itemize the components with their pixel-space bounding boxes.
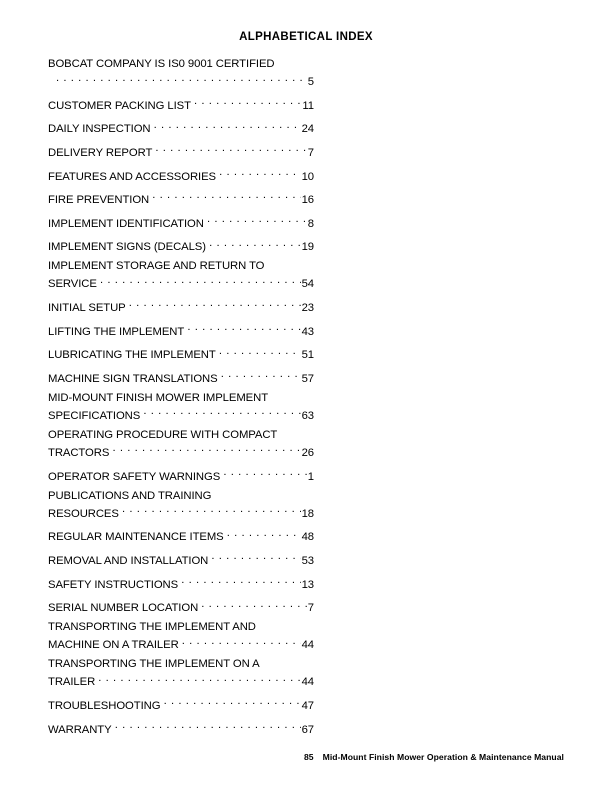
- index-entry-title: MID-MOUNT FINISH MOWER IMPLEMENT: [48, 391, 269, 404]
- dot-leader: [112, 442, 301, 456]
- index-entry-line: [48, 405, 314, 423]
- alphabetical-index-list: [48, 58, 314, 743]
- index-entry[interactable]: [48, 237, 314, 255]
- page-title: ALPHABETICAL INDEX: [239, 31, 373, 43]
- index-entry-line: [48, 119, 314, 137]
- index-entry-line: [48, 527, 314, 545]
- index-entry-title: REGULAR MAINTENANCE ITEMS: [48, 531, 224, 544]
- index-entry-title: RESOURCES: [48, 507, 119, 520]
- index-entry-line: [48, 503, 314, 521]
- index-entry-line: [48, 466, 314, 484]
- index-entry-title: PUBLICATIONS AND TRAINING: [48, 489, 212, 502]
- index-entry-page-number: 53: [301, 554, 314, 567]
- index-entry-title: LUBRICATING THE IMPLEMENT: [48, 349, 216, 362]
- index-entry-page-number: 24: [301, 123, 314, 136]
- index-entry-page-number: 5: [307, 76, 314, 89]
- index-entry-page-number: 67: [301, 723, 314, 736]
- dot-leader: [143, 405, 301, 419]
- dot-leader: [100, 274, 301, 288]
- dot-leader: [207, 213, 307, 227]
- index-entry-line-wrapped: [48, 429, 314, 443]
- index-entry[interactable]: [48, 368, 314, 386]
- index-entry-line: [48, 237, 314, 255]
- index-entry-page-number: 48: [301, 531, 314, 544]
- index-entry-title: FEATURES AND ACCESSORIES: [48, 170, 216, 183]
- index-entry-title: TRACTORS: [48, 447, 110, 460]
- index-entry-page-number: 47: [301, 700, 314, 713]
- index-entry-page-number: 8: [307, 217, 314, 230]
- index-entry-line: [48, 574, 314, 592]
- index-entry-line: [48, 368, 314, 386]
- index-entry-page-number: 63: [301, 409, 314, 422]
- dot-leader: [211, 550, 301, 564]
- index-entry[interactable]: [48, 527, 314, 545]
- index-entry-line-wrapped: [48, 490, 314, 504]
- index-entry-page-number: 57: [301, 372, 314, 385]
- index-entry[interactable]: [48, 189, 314, 207]
- index-entry[interactable]: [48, 392, 314, 424]
- index-entry-title: SERIAL NUMBER LOCATION: [48, 602, 199, 615]
- index-entry[interactable]: [48, 719, 314, 737]
- index-entry-line: [48, 213, 314, 231]
- index-entry[interactable]: [48, 260, 314, 292]
- index-entry-page-number: 11: [302, 99, 314, 112]
- index-entry-line: [48, 598, 314, 616]
- dot-leader: [182, 635, 301, 649]
- index-entry-line-wrapped: [48, 658, 314, 672]
- footer-manual-title: Mid-Mount Finish Mower Operation & Maintenance Manual: [322, 752, 564, 762]
- index-entry-page-number: 16: [301, 194, 314, 207]
- index-entry[interactable]: [48, 58, 314, 90]
- index-entry-page-number: 13: [301, 578, 314, 591]
- index-entry-title: SAFETY INSTRUCTIONS: [48, 578, 179, 591]
- index-entry-line: [48, 297, 314, 315]
- dot-leader: [219, 166, 301, 180]
- index-entry-line: [48, 95, 314, 113]
- index-entry-page-number: 26: [301, 447, 314, 460]
- index-entry-title: TROUBLESHOOTING: [48, 700, 161, 713]
- dot-leader: [223, 466, 307, 480]
- index-entry[interactable]: [48, 621, 314, 653]
- index-entry-line: [48, 442, 314, 460]
- index-entry-title: WARRANTY: [48, 723, 112, 736]
- index-entry-page-number: 44: [301, 639, 314, 652]
- index-entry-page-number: 10: [301, 170, 314, 183]
- dot-leader: [219, 345, 301, 359]
- index-entry-page-number: 23: [301, 301, 314, 314]
- dot-leader: [56, 72, 307, 86]
- dot-leader: [155, 142, 307, 156]
- dot-leader: [209, 237, 301, 251]
- index-entry-line-wrapped: [48, 621, 314, 635]
- index-entry-line: [48, 635, 314, 653]
- index-entry-title: SERVICE: [48, 278, 97, 291]
- index-entry-page-number: 1: [307, 470, 314, 483]
- index-entry-title: INITIAL SETUP: [48, 301, 126, 314]
- index-entry-line-wrapped: [48, 392, 314, 406]
- index-entry-title: MACHINE SIGN TRANSLATIONS: [48, 372, 218, 385]
- index-entry-line: [48, 719, 314, 737]
- page-footer: [0, 752, 612, 762]
- index-entry-line: [48, 550, 314, 568]
- index-entry-title: SPECIFICATIONS: [48, 409, 141, 422]
- dot-leader: [152, 189, 301, 203]
- index-entry[interactable]: [48, 297, 314, 315]
- index-entry-page-number: 43: [301, 325, 314, 338]
- index-entry-title: IMPLEMENT STORAGE AND RETURN TO: [48, 260, 265, 273]
- index-entry-page-number: 54: [301, 278, 314, 291]
- index-entry[interactable]: [48, 598, 314, 616]
- index-entry[interactable]: [48, 95, 314, 113]
- index-entry-page-number: 44: [301, 676, 314, 689]
- index-entry-line: [48, 321, 314, 339]
- index-entry[interactable]: [48, 466, 314, 484]
- index-entry[interactable]: [48, 574, 314, 592]
- index-entry-line-wrapped: [48, 260, 314, 274]
- index-entry[interactable]: [48, 658, 314, 690]
- index-entry-title: OPERATOR SAFETY WARNINGS: [48, 470, 221, 483]
- index-entry[interactable]: [48, 166, 314, 184]
- dot-leader: [227, 527, 301, 541]
- index-entry-line-wrapped: [48, 58, 314, 72]
- dot-leader: [154, 119, 301, 133]
- index-entry-line: [48, 695, 314, 713]
- index-entry-page-number: 7: [307, 146, 314, 159]
- index-entry-title: IMPLEMENT IDENTIFICATION: [48, 217, 204, 230]
- index-entry-title: LIFTING THE IMPLEMENT: [48, 325, 185, 338]
- dot-leader: [194, 95, 302, 109]
- index-entry-title: FIRE PREVENTION: [48, 194, 150, 207]
- dot-leader: [122, 503, 301, 517]
- dot-leader: [164, 695, 302, 709]
- index-entry-leader-line: [48, 72, 314, 90]
- dot-leader: [98, 672, 301, 686]
- page-number: 85: [303, 752, 314, 762]
- index-entry[interactable]: [48, 119, 314, 137]
- index-entry[interactable]: [48, 550, 314, 568]
- index-entry-page-number: 7: [307, 602, 314, 615]
- index-entry[interactable]: [48, 213, 314, 231]
- index-entry[interactable]: [48, 142, 314, 160]
- index-entry-title: TRANSPORTING THE IMPLEMENT AND: [48, 621, 256, 634]
- index-entry-line: [48, 142, 314, 160]
- index-entry-line: [48, 345, 314, 363]
- index-entry-title: DAILY INSPECTION: [48, 123, 151, 136]
- index-entry-title: TRAILER: [48, 676, 96, 689]
- index-entry-page-number: 19: [301, 241, 314, 254]
- index-entry-title: BOBCAT COMPANY IS IS0 9001 CERTIFIED: [48, 58, 275, 70]
- dot-leader: [187, 321, 301, 335]
- dot-leader: [181, 574, 301, 588]
- dot-leader: [129, 297, 301, 311]
- index-entry-title: TRANSPORTING THE IMPLEMENT ON A: [48, 658, 260, 671]
- index-entry[interactable]: [48, 695, 314, 713]
- index-entry[interactable]: [48, 321, 314, 339]
- index-entry-page-number: 18: [301, 507, 314, 520]
- index-entry-title: REMOVAL AND INSTALLATION: [48, 554, 209, 567]
- index-entry[interactable]: [48, 429, 314, 461]
- index-entry-title: IMPLEMENT SIGNS (DECALS): [48, 241, 206, 254]
- index-entry-line: [48, 274, 314, 292]
- dot-leader: [221, 368, 301, 382]
- index-entry[interactable]: [48, 490, 314, 522]
- index-entry-line: [48, 166, 314, 184]
- index-entry-title: DELIVERY REPORT: [48, 146, 153, 159]
- index-entry-title: OPERATING PROCEDURE WITH COMPACT: [48, 428, 278, 441]
- index-entry-line: [48, 672, 314, 690]
- index-entry-title: CUSTOMER PACKING LIST: [48, 99, 191, 112]
- index-entry-line: [48, 189, 314, 207]
- index-entry[interactable]: [48, 345, 314, 363]
- index-entry-page-number: 51: [301, 349, 314, 362]
- dot-leader: [201, 598, 307, 612]
- dot-leader: [115, 719, 301, 733]
- index-entry-title: MACHINE ON A TRAILER: [48, 639, 179, 652]
